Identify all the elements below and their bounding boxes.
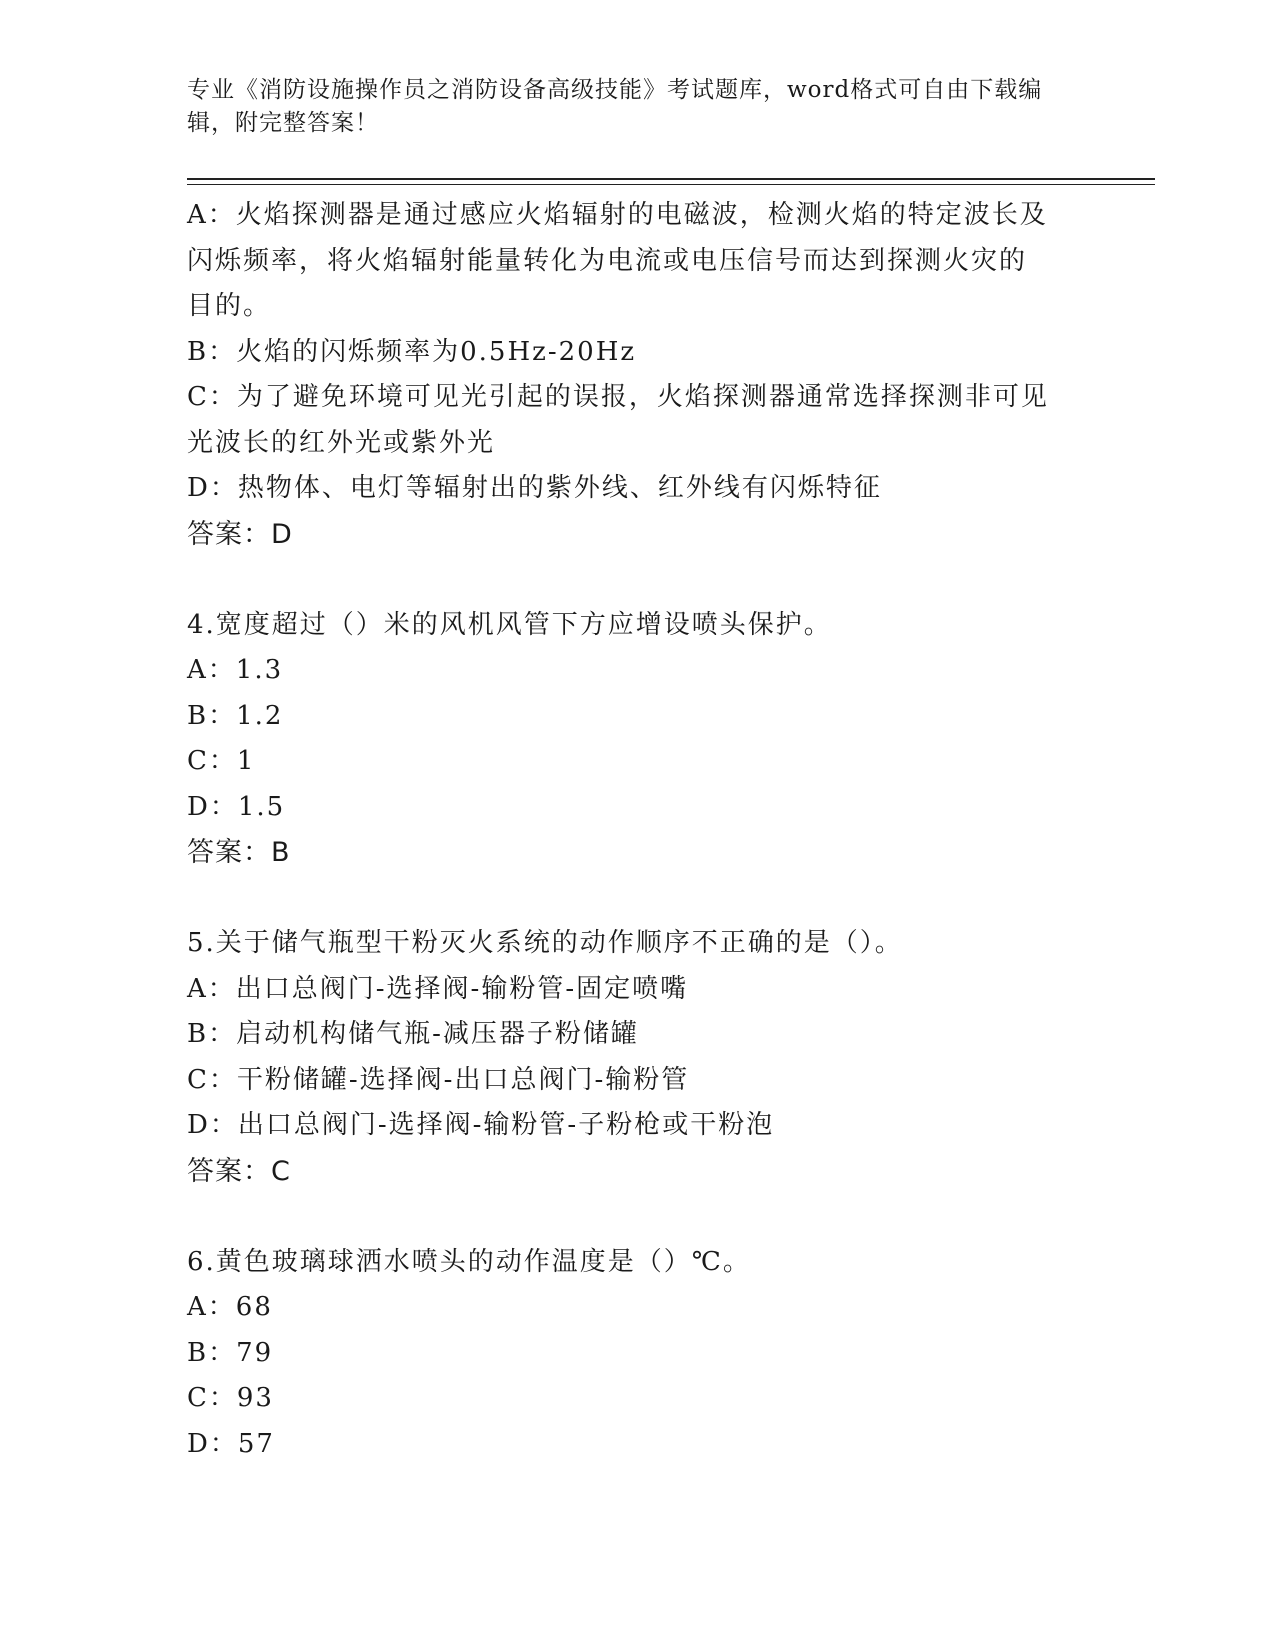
option-a-line-3: 目的。 — [187, 291, 272, 321]
option-a: A：出口总阀门-选择阀-输粉管-固定喷嘴 — [187, 973, 689, 1004]
question-text: 6.黄色玻璃球洒水喷头的动作温度是（）℃。 — [187, 1246, 751, 1277]
question-4 — [187, 603, 1087, 876]
option-c-line-2: 光波长的红外光或紫外光 — [187, 427, 496, 458]
option-b: B：火焰的闪烁频率为0.5Hz-20Hz — [187, 336, 637, 367]
header-divider-thick — [187, 178, 1155, 180]
option-a-line-1: A：火焰探测器是通过感应火焰辐射的电磁波，检测火焰的特定波长及 — [187, 200, 1048, 230]
spacer — [187, 1194, 1087, 1240]
spacer — [187, 557, 1087, 603]
option-d: D：出口总阀门-选择阀-输粉管-子粉枪或干粉泡 — [187, 1110, 775, 1140]
option-b: B：79 — [187, 1337, 274, 1368]
header-line-1: 专业《消防设施操作员之消防设备高级技能》考试题库，word格式可自由下载编 — [187, 77, 1043, 103]
option-c: C：1 — [187, 746, 256, 776]
option-c: C：93 — [187, 1383, 274, 1413]
question-content — [187, 193, 1087, 1467]
question-text: 5.关于储气瓶型干粉灭火系统的动作顺序不正确的是（）。 — [187, 928, 903, 958]
question-3-carryover — [187, 193, 1087, 557]
option-c-line-1: C：为了避免环境可见光引起的误报，火焰探测器通常选择探测非可见 — [187, 382, 1049, 412]
option-b: B：1.2 — [187, 700, 284, 731]
spacer — [187, 876, 1087, 922]
question-5 — [187, 921, 1087, 1194]
answer-label: 答案：B — [187, 837, 291, 868]
option-a: A：68 — [187, 1292, 273, 1322]
option-a: A：1.3 — [187, 655, 284, 685]
header-divider-thin — [187, 184, 1155, 185]
question-text: 4.宽度超过（）米的风机风管下方应增设喷头保护。 — [187, 609, 832, 640]
header-line-2: 辑，附完整答案！ — [187, 110, 379, 136]
document-header — [187, 74, 1067, 140]
option-a-line-2: 闪烁频率，将火焰辐射能量转化为电流或电压信号而达到探测火灾的 — [187, 245, 1028, 276]
option-d: D：57 — [187, 1428, 275, 1459]
option-d: D：热物体、电灯等辐射出的紫外线、红外线有闪烁特征 — [187, 473, 882, 503]
answer-label: 答案：D — [187, 518, 293, 550]
option-c: C：干粉储罐-选择阀-出口总阀门-输粉管 — [187, 1064, 690, 1095]
question-6 — [187, 1240, 1087, 1468]
option-d: D：1.5 — [187, 791, 286, 822]
answer-label: 答案：C — [187, 1155, 291, 1187]
option-b: B：启动机构储气瓶-减压器子粉储罐 — [187, 1019, 639, 1049]
